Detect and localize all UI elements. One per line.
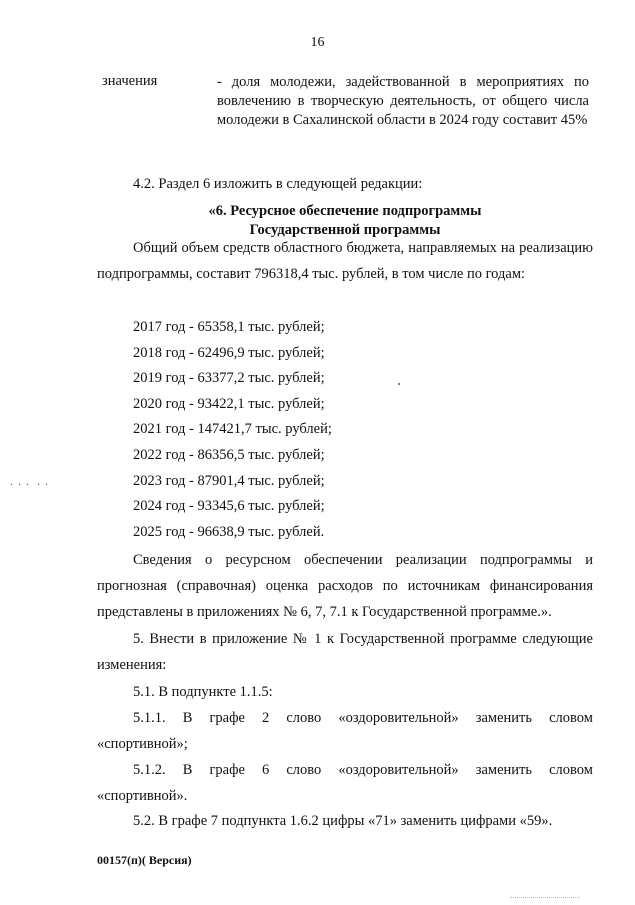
- resource-info: Сведения о ресурсном обеспечении реализации подпрограммы и прогнозная (справочная) оценка расходов по источникам финансирования представлены в приложениях № 6, 7, 7.1 к Государственной программе.».: [97, 552, 593, 620]
- word: 5.1.1.: [133, 710, 166, 726]
- item-5-1-2: [97, 757, 593, 809]
- word: «оздоровительной»: [338, 710, 459, 726]
- year-item: 2017 год - 65358,1 тыс. рублей;: [133, 319, 325, 335]
- word: словом: [549, 762, 593, 778]
- word: графе: [209, 762, 245, 778]
- scan-speck: [398, 383, 400, 385]
- word: 6: [262, 762, 270, 778]
- funding-intro: Общий объем средств областного бюджета, направляемых на реализацию подпрограммы, составит 796318,4 тыс. рублей, в том числе по годам:: [97, 240, 593, 282]
- footer-document-code: 00157(п)( Версия): [97, 853, 192, 867]
- item-4-2: 4.2. Раздел 6 изложить в следующей редакции:: [133, 176, 423, 192]
- word: слово: [286, 710, 322, 726]
- item-5-1: 5.1. В подпункте 1.1.5:: [133, 684, 273, 700]
- scan-bottom-marks: [510, 895, 580, 898]
- term-value: - доля молодежи, задействованной в мероприятиях по вовлечению в творческую деятельность, от общего числа молодежи в Сахалинской области в 2024 году составит 45%: [217, 74, 589, 128]
- item-5: 5. Внести в приложение № 1 к Государственной программе следующие изменения:: [97, 631, 593, 673]
- section-heading-line1: «6. Ресурсное обеспечение подпрограммы: [208, 203, 482, 219]
- year-item: 2023 год - 87901,4 тыс. рублей;: [133, 472, 325, 489]
- word: словом: [549, 710, 593, 726]
- word: графе: [209, 710, 245, 726]
- item-5-1-1: [97, 705, 593, 757]
- item-5-1-2-continuation: «спортивной».: [97, 788, 188, 804]
- word: слово: [286, 762, 322, 778]
- item-5-1-1-line: [97, 705, 593, 731]
- page-number: 16: [310, 35, 325, 50]
- year-item: 2022 год - 86356,5 тыс. рублей;: [133, 446, 325, 463]
- year-funding-list: [133, 315, 332, 545]
- item-5-2: 5.2. В графе 7 подпункта 1.6.2 цифры «71» заменить цифрами «59».: [133, 813, 553, 829]
- term-label: значения: [102, 73, 158, 89]
- item-5-1-1-continuation: «спортивной»;: [97, 736, 188, 752]
- scan-margin-marks: · · · · ·: [10, 480, 50, 491]
- section-heading-line2: Государственной программы: [249, 222, 441, 238]
- item-5-1-2-line: [97, 757, 593, 783]
- word: В: [182, 710, 193, 726]
- word: заменить: [475, 710, 532, 726]
- word: 2: [262, 710, 270, 726]
- year-item: 2019 год - 63377,2 тыс. рублей;: [133, 370, 325, 387]
- word: 5.1.2.: [133, 762, 166, 778]
- year-item: 2021 год - 147421,7 тыс. рублей;: [133, 421, 332, 438]
- word: В: [182, 762, 193, 778]
- year-item: 2024 год - 93345,6 тыс. рублей;: [133, 498, 325, 515]
- year-item: 2018 год - 62496,9 тыс. рублей;: [133, 344, 325, 361]
- word: «оздоровительной»: [338, 762, 459, 778]
- year-item: 2025 год - 96638,9 тыс. рублей.: [133, 523, 325, 540]
- word: заменить: [475, 762, 532, 778]
- year-item: 2020 год - 93422,1 тыс. рублей;: [133, 395, 325, 412]
